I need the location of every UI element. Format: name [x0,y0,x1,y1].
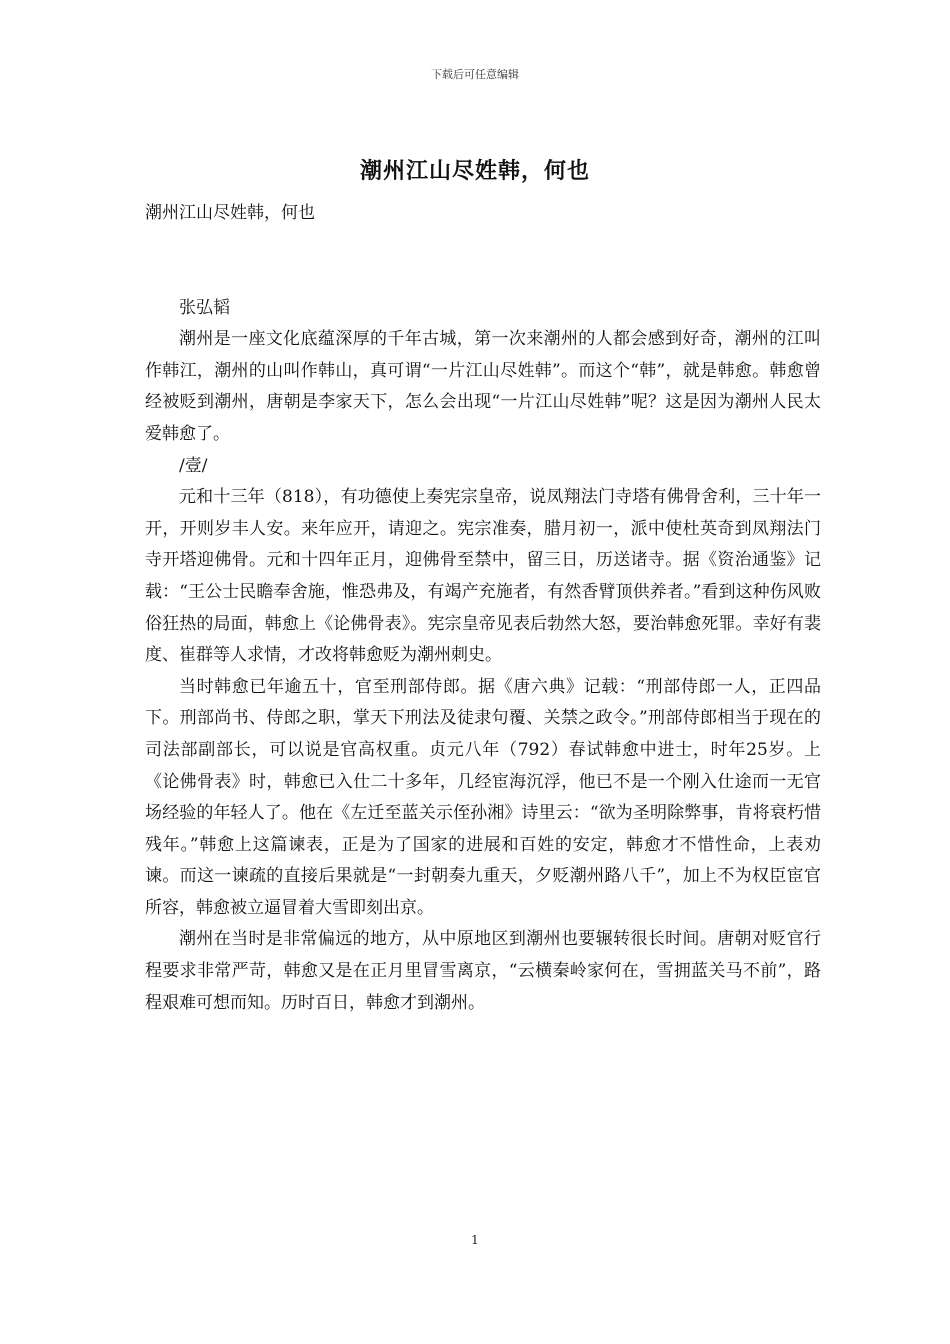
paragraph-han-yu-career: 当时韩愈已年逾五十，官至刑部侍郎。据《唐六典》记载：“刑部侍郎一人，正四品下。刑部尚书、侍郎之职，掌天下刑法及徒隶句覆、关禁之政令。”刑部侍郎相当于现在的司法部副部长，可以说是官高权重。贞元八年（792）春试韩愈中进士，时年25岁。上《论佛骨表》时，韩愈已入仕二十多年，几经宦海沉浮，他已不是一个刚入仕途而一无官场经验的年轻人了。他在《左迁至蓝关示侄孙湘》诗里云：“欲为圣明除弊事，肯将衰朽惜残年。”韩愈上这篇谏表，正是为了国家的进展和百姓的安定，韩愈才不惜性命，上表劝谏。而这一谏疏的直接后果就是“一封朝奏九重天，夕贬潮州路八千”，加上不为权臣宦官所容，韩愈被立逼冒着大雪即刻出京。 [145,676,821,918]
author-name: 张弘韬 [179,297,230,318]
paragraph-intro: 潮州是一座文化底蕴深厚的千年古城，第一次来潮州的人都会感到好奇，潮州的江叫作韩江，潮州的山叫作韩山，真可谓“一片江山尽姓韩”。而这个“韩”，就是韩愈。韩愈曾经被贬到潮州，唐朝是李家天下，怎么会出现“一片江山尽姓韩”呢？这是因为潮州人民太爱韩愈了。 [145,329,821,444]
header-note: 下载后可任意编辑 [431,68,519,81]
page-number: 1 [471,1233,479,1247]
section-marker: /壹/ [179,455,208,476]
document-subtitle: 潮州江山尽姓韩，何也 [145,203,315,223]
document-title: 潮州江山尽姓韩，何也 [359,158,590,184]
paragraph-journey: 潮州在当时是非常偏远的地方，从中原地区到潮州也要辗转很长时间。唐朝对贬官行程要求非常严苛，韩愈又是在正月里冒雪离京，“云横秦岭家何在，雪拥蓝关马不前”，路程艰难可想而知。历时百日，韩愈才到潮州。 [145,929,821,1013]
document-body [145,198,821,1019]
paragraph-buddha-relic: 元和十三年（818），有功德使上奏宪宗皇帝，说凤翔法门寺塔有佛骨舍利，三十年一开，开则岁丰人安。来年应开，请迎之。宪宗准奏，腊月初一，派中使杜英奇到凤翔法门寺开塔迎佛骨。元和十四年正月，迎佛骨至禁中，留三日，历送诸寺。据《资治通鉴》记载：“王公士民瞻奉舍施，惟恐弗及，有竭产充施者，有然香臂顶供养者。”看到这种伤风败俗狂热的局面，韩愈上《论佛骨表》。宪宗皇帝见表后勃然大怒，要治韩愈死罪。幸好有裴度、崔群等人求情，才改将韩愈贬为潮州刺史。 [145,487,821,666]
